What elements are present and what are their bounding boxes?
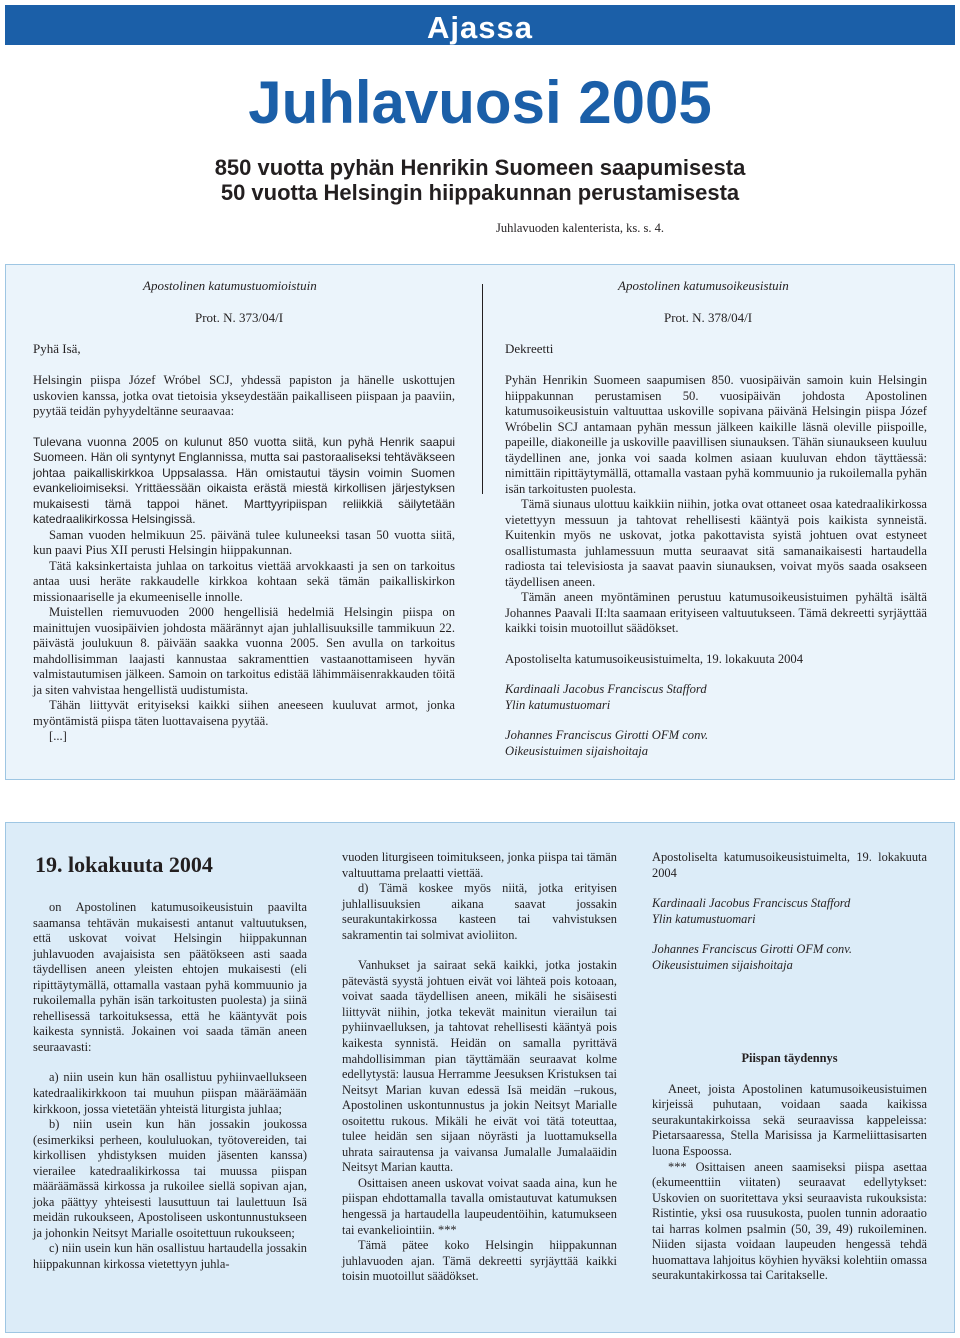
section-title: Ajassa [427,10,533,45]
left-paragraph: Muistellen riemuvuoden 2000 hengellisiä hedelmiä Helsingin piispa on mainittujen vuosipäivien johdosta määrännyt ajan juhlallisuuksille tammikuun 22. päivästä joulukuun 8. päivään saakka vuonna 2005. Sen avulla on tarkoitus mahdollisimman laajasti kannustaa sakramenttien vastaanottamiseen hyvän valmistautumisen jälkeen. Samoin on tarkoitus edistää lähimmäisenrakkauden töitä ja siten vahvistaa hengellistä uudistumista. [33,605,455,697]
left-prot: Prot. N. 373/04/I [195,310,284,325]
right-paragraph: Tämä siunaus ulottuu kaikkiin niihin, jotka ovat ottaneet osaa katedraalikirkossa vietettyyn messuun ja tahtovat rehellisesti kääntyä pois kaikista synneistä. Kuitenkin myös ne uskovat, jotka pakottavista syistä johtuen ovat estyneet osallistumasta juhlamessuun mutta seuraavat sitä samanaikaisesti hartaudella radiosta tai televisiosta ja saavat paavin siunauksen, voivat myös saada osakseen täydellisen aneen. [505,497,927,589]
left-paragraph: [...] [49,729,67,743]
right-salutation: Dekreetti [505,341,554,356]
signature-line: Oikeusistuimen sijaishoitaja [505,743,649,758]
lower-date: Apostoliselta katumusoikeusistuimelta, 19. lokakuuta 2004 [652,850,927,880]
right-paragraph: Tämän aneen myöntäminen perustuu katumusoikeusistuimen pyhältä isältä Johannes Paavali II:lta saamaan erityiseen valtuutukseen. Tämä dekreetti syrjäyttää kaikki toisin muotoillut säädökset. [505,590,927,635]
signature-line: Ylin katumustuomari [505,697,611,712]
left-paragraph: Saman vuoden helmikuun 25. päivänä tulee kuluneeksi tasan 50 vuotta siitä, kun paavi Pius XII perusti Helsingin hiippakunnan. [33,527,455,557]
calendar-note: Juhlavuoden kalenterista, ks. s. 4. [495,221,665,235]
column-divider [482,284,483,494]
right-prot: Prot. N. 378/04/I [664,310,753,325]
signature-line: Ylin katumustuomari [652,911,756,926]
left-salutation: Pyhä Isä, [33,341,81,356]
lower-column-1 [33,900,307,1273]
lower-paragraph: on Apostolinen katumusoikeusistuin paavilta saamansa tehtävän mukaisesti antanut valtuutuksen, että uskovat voivat Helsingin hiippakunnan juhlavuoden avajaisista sen päätökseen asti saada täydellisen aneen yleisten ehtojen mukaisesti (eli ripittäytymällä, ottamalla vastaan pyhä kommuunio ja rukoilemalla pyhän isän tarkoitusten puolesta) ja siinä rehellisessä tarkoituksessa, että he kääntyvät pois kaikesta synnistä. Jokainen voi saada tämän aneen seuraavasti: [33,900,307,1054]
right-letter-body [505,373,927,759]
signature-line: Kardinaali Jacobus Franciscus Stafford [505,682,707,696]
correction-paragraph: *** Osittaisen aneen saamiseksi piispa asettaa (ekumeenttiin viitaten) seuraavat edellytykset: Uskovien on suoritettava yksi seuraavista rukouksista: Ristintie, yksi osa ruusukosta, puolen tunnin adoraatio tai harras kolmen psalmin (50, 39, 49) rukoileminen. Niiden sijasta voidaan laupeuden hengessä tehdä huomattava lahjoitus köyhien hyväksi kolehtiin omassa seurakuntakirkossa tai Caritakselle. [652,1159,927,1283]
left-heading: Apostolinen katumustuomioistuin [143,278,317,293]
right-heading: Apostolinen katumusoikeusistuin [618,278,789,293]
left-paragraph: Tätä kaksinkertaista juhlaa on tarkoitus viettää arvokkaasti ja sen on tarkoitus antaa uusi herätе rakkaudelle kirkkoa kohtaan sekä tämän paikalliskirkon missionaariselle ja ekumeeniselle innolle. [33,558,455,604]
section-header-bar [5,5,955,45]
lower-column-2 [342,850,617,1285]
correction-heading: Piispan täydennys [741,1051,838,1066]
right-paragraph: Pyhän Henrikin Suomeen saapumisen 850. vuosipäivän samoin kuin Helsingin hiippakunnan perustamisen 50. vuosipäivän johdosta Apostolinen katumusoikeusistuin valtuuttaa uskoville sopivana päivänä Helsingin piispa Józef Wróbelin SCJ antamaan pyhän messun jälkeen kaikille läsnä oleville piispoille, papeille, diakoneille ja uskoville paavillisen siunauksen. Tähän siunaukseen kuuluu täydellinen ane, jonka voi saada kolmen asiaan kuuluvan ehdon täyttäessä: nimittäin ripittäytymällä, ottamalla vastaan pyhä kommuunio ja rukoilemalla pyhän isän tarkoitusten puolesta. [505,373,927,496]
left-paragraph: Tähän liittyvät erityiseksi kaikki siihen aneeseen kuuluvat armot, jonka myöntämistä piispa täten luottavaisena pyytää. [33,698,455,728]
signature-line: Oikeusistuimen sijaishoitaja [652,957,793,972]
left-letter-body [33,373,455,745]
signature-line: Johannes Franciscus Girotti OFM conv. [505,728,709,742]
right-date: Apostoliselta katumusoikeusistuimelta, 19. lokakuuta 2004 [505,651,804,666]
signature-line: Kardinaali Jacobus Franciscus Stafford [652,896,851,911]
lower-paragraph: b) niin usein kun hän jossakin joukossa (esimerkiksi perheen, koululuokan, työtovereiden, tai kirkollisen yhdistyksen muiden jäsenten kanssa) vierailee katedraalikirkossa tai muussa piispan määräämässä kirkossa ja rukoilee siellä sopivan ajan, joka päättyy yhteisesti lausuttuun tai laulettuun Isä meidän rukoukseen, Apostoliseen uskontunnustukseen ja johonkin Neitsyt Marialle osoitettuun rukoukseen; [33,1117,307,1240]
date-heading: 19. lokakuuta 2004 [35,852,213,877]
correction-paragraph: Aneet, joista Apostolinen katumusoikeusistuimen kirjeissä puhutaan, voidaan saada kaikissa seurakuntakirkoissa sekä seuraavissa kappeleissa: Pietarsaaressa, Stella Marisissa ja Karmeliittasisarten luona Espoossa. [652,1081,927,1159]
signature-line: Johannes Franciscus Girotti OFM conv. [652,942,852,957]
left-intro: Helsingin piispa Józef Wróbel SCJ, yhdessä papiston ja hänelle uskottujen uskovien kanssa, jotka ovat tietoisia ykseydestään paikalliseen piispaan ja paaviin, pyytää teidän pyhyydeltänne seuraavaa: [33,373,455,418]
lower-paragraph: d) Tämä koskee myös niitä, jotka erityisen juhlallisuuksien aikana saavat jossakin seurakuntakirkossa kasteen tai vahvistuksen sakramentin tai solmivat avioliiton. [342,881,617,942]
left-paragraph: Tulevana vuonna 2005 on kulunut 850 vuotta siitä, kun pyhä Henrik saapui Suomeen. Hän oli syntynyt Englannissa, mutta sai pastoraaliseksi tehtäväkseen johtaa paikalliskirkkoa Uppsalassa. Hän omistautui täysin voimin Suomen evankelioimiseksi. Yrittäessään oikaista erästä miestä kirkollisen järjestyksen mukaisesti tämä tappoi hänet. Marttyyripiispan reliikkiä säilytetään katedraalikirkossa Helsingissä. [33,434,455,526]
lower-paragraph: Osittaisen aneen uskovat voivat saada aina, kun he piispan ehdottamalla tavalla omistautuvat katumuksen hengessä ja hartaudella laupeudentöihin, katumukseen tai evankeliointiin. *** [342,1175,617,1237]
lower-paragraph: vuoden liturgiseen toimitukseen, jonka piispa tai tämän valtuuttama prelaatti viettää. [342,850,617,880]
subtitle-2: 50 vuotta Helsingin hiippakunnan perustamisesta [220,180,740,205]
subtitle-1: 850 vuotta pyhän Henrikin Suomeen saapumisesta [214,155,746,180]
lower-paragraph: Tämä pätee koko Helsingin hiippakunnan juhlavuoden ajan. Tämä dekreetti syrjäyttää kaikki toisin muotoillut säädökset. [342,1238,617,1284]
lower-column-3 [652,850,927,1284]
lower-paragraph: a) niin usein kun hän osallistuu pyhiinvaellukseen katedraalikirkkoon tai muuhun piispan määräämään kirkkoon, jossa vietetään yhteistä liturgista juhlaa; [33,1070,307,1116]
lower-paragraph: c) niin usein kun hän osallistuu hartaudella jossakin hiippakunnan kirkossa vietettyyn juhla- [33,1241,307,1272]
page-title: Juhlavuosi 2005 [248,69,712,136]
lower-paragraph: Vanhukset ja sairaat sekä kaikki, jotka jostakin pätevästä syystä johtuen eivät voi lähteä pois kotoaan, voivat saada täydellisen aneen, mikäli he sisäisesti liittyvät niihin, jotka tekevät mainitun vierailun tai pyhiinvaelluksen, ja tahtovat rehellisesti kääntyä pois kaikesta synnistä. Heidän on samalla pyrittävä mahdollisimman pian täyttämään seuraavat kolme edellytystä: lausua Herramme Jeesuksen Kristuksen tai Neitsyt Marian kuvan edessä Isä meidän –rukous, Apostolinen uskontunnustus ja jokin Neitsyt Marialle osoitettu rukous. Mikäli he eivät voi tätä toteuttaa, tulee heidän sen sijaan nöyrästi ja luottamuksella uhrata sairautensa ja vaivansa Jumalalle Jumalaäidin Neitsyt Marian kautta. [342,958,617,1175]
